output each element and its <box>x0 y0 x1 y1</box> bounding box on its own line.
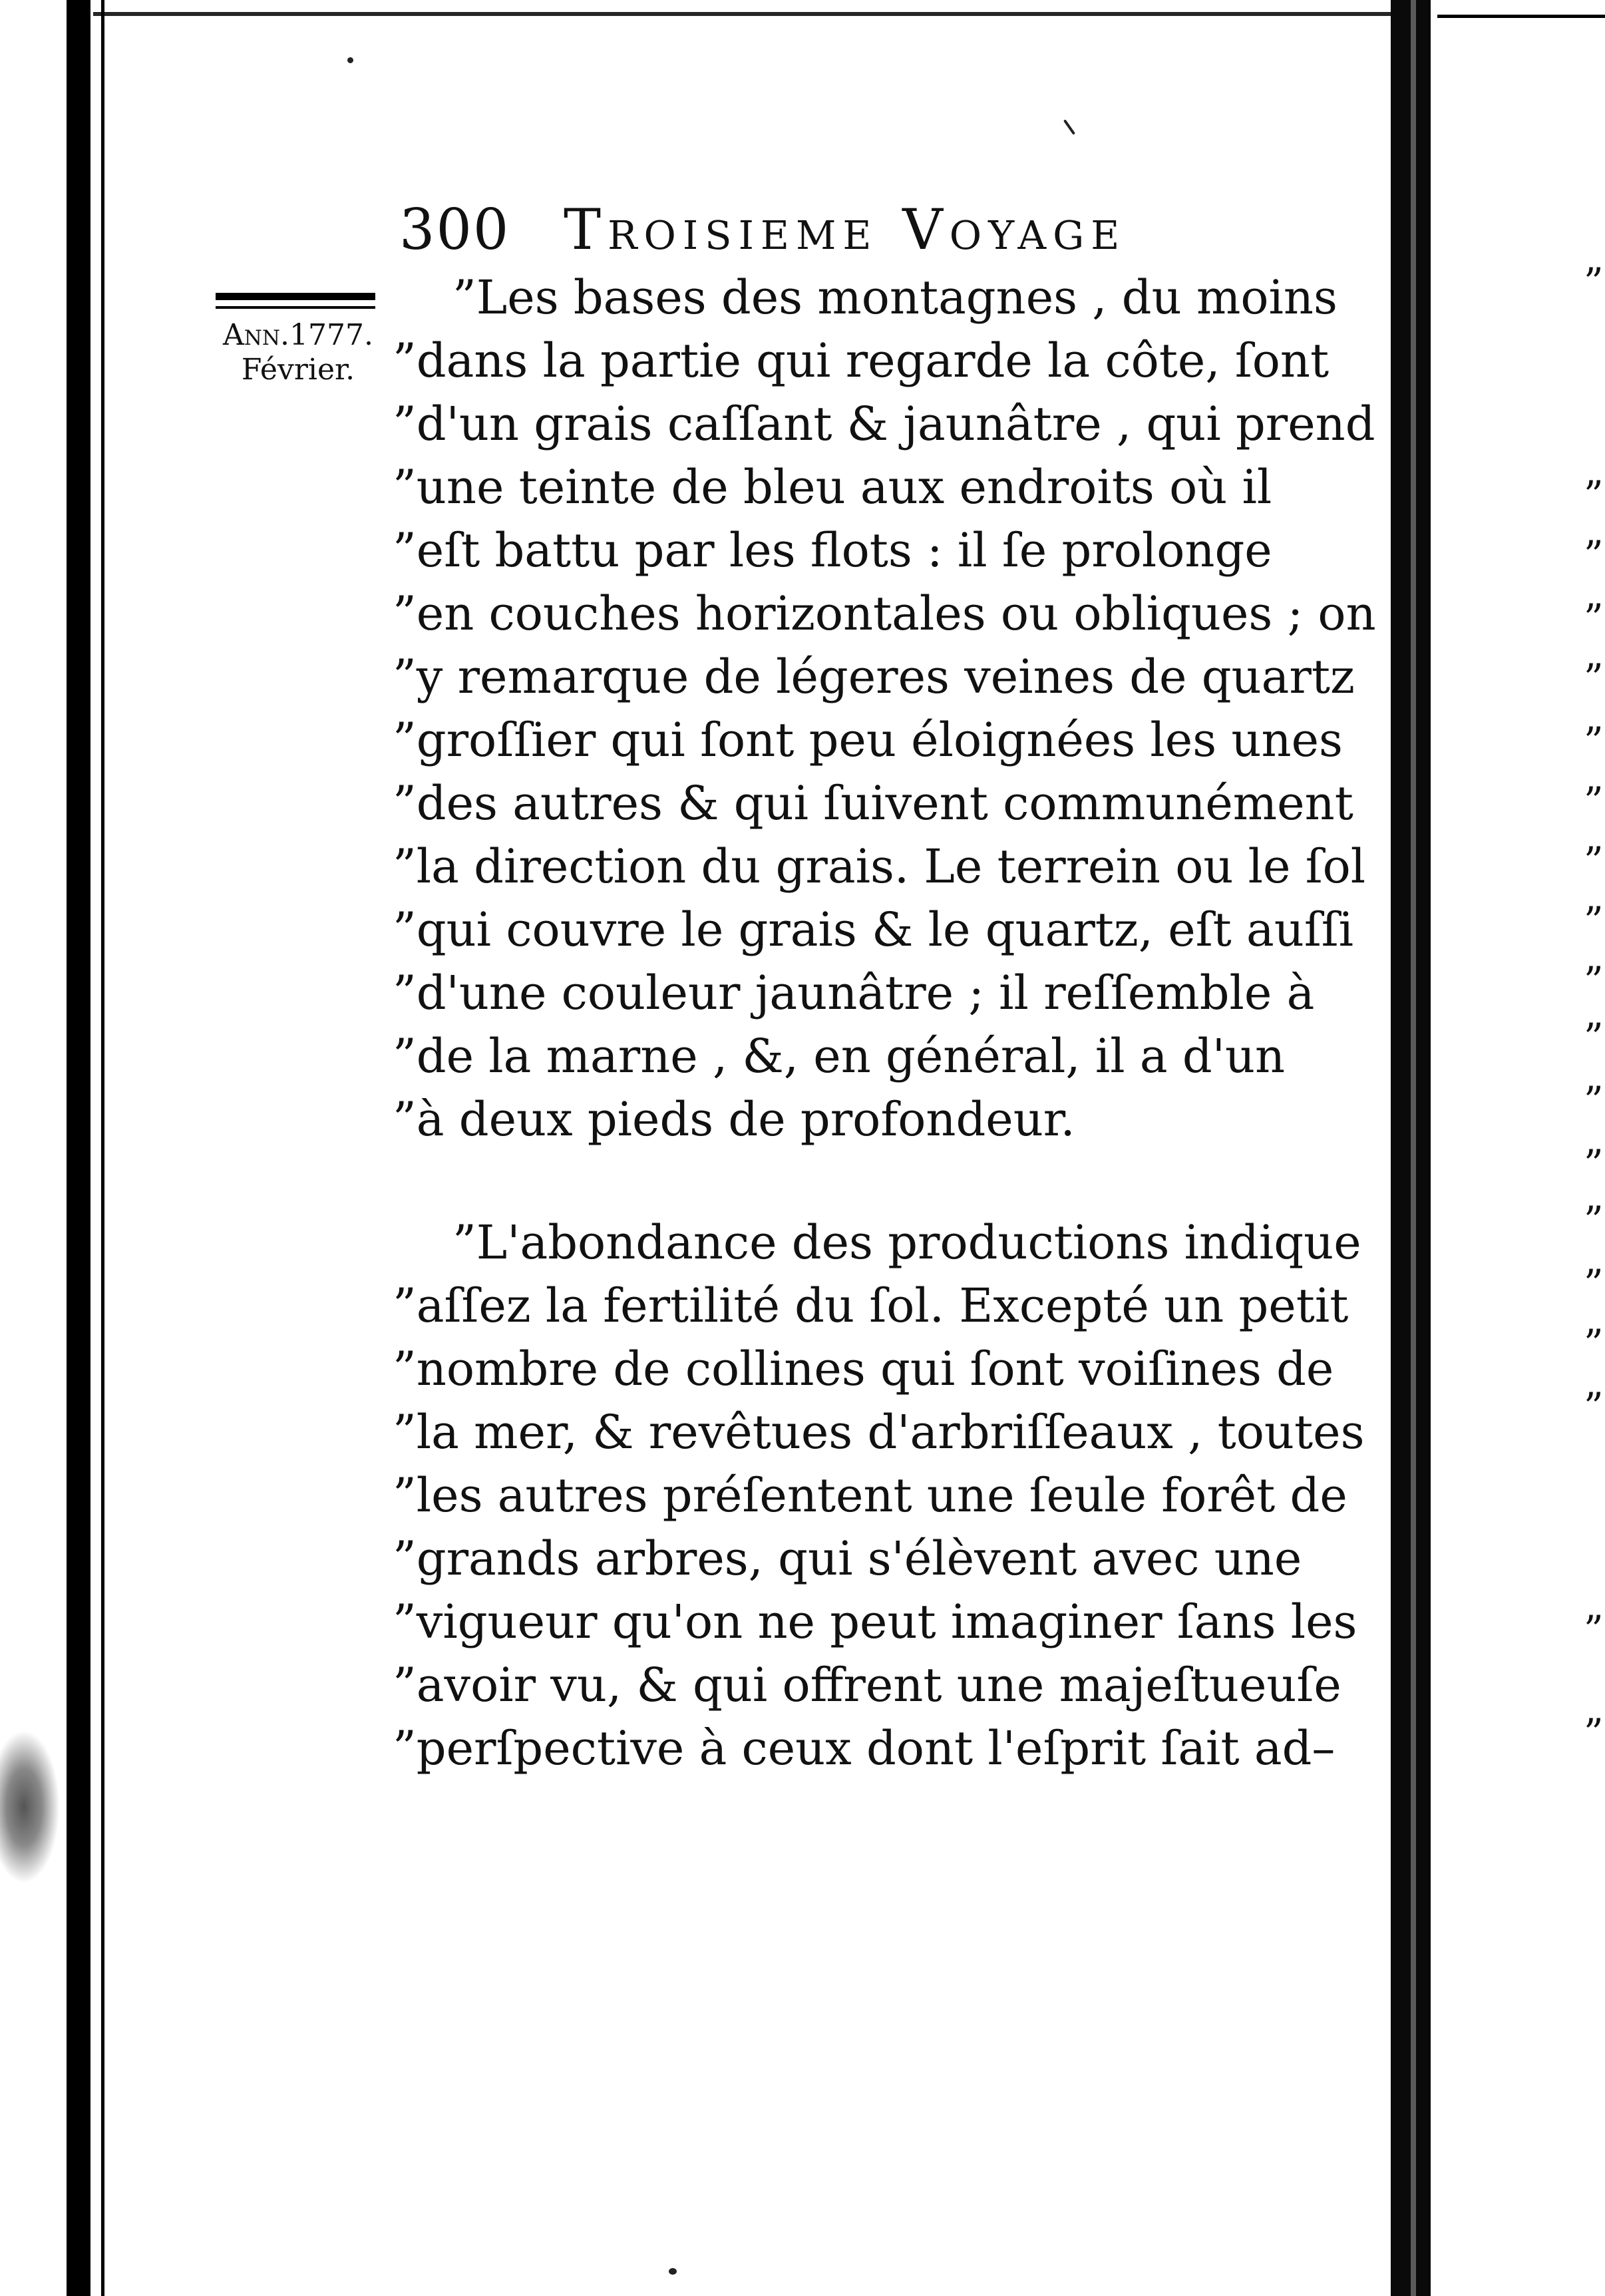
facing-page-edge <box>1431 0 1605 2296</box>
facing-page-quote-mark: ” <box>1584 958 1604 1004</box>
margin-rule <box>216 293 375 300</box>
text-line: ”en couches horizontales ou obliques ; on <box>393 586 1376 641</box>
margin-note-year: Ann.1777. <box>223 318 373 352</box>
text-line: ”dans la partie qui regarde la côte, ſont <box>393 333 1330 388</box>
page-number: 300 <box>399 197 510 262</box>
text-line: ”groſſier qui ſont peu éloignées les unes <box>393 713 1343 767</box>
text-line: ”eſt battu par les flots : il ſe prolonge <box>393 523 1272 578</box>
margin-rule-thin <box>216 306 375 309</box>
facing-page-quote-mark: ” <box>1584 1141 1604 1187</box>
running-head <box>399 197 1397 262</box>
text-line: ”d'un grais caſſant & jaunâtre , qui prend <box>393 397 1375 451</box>
text-line: ”qui couvre le grais & le quartz, eſt auſſi <box>393 902 1354 957</box>
text-line: ”la direction du grais. Le terrein ou le ſol <box>393 839 1366 894</box>
text-line: ”Les bases des montagnes , du moins <box>452 270 1338 325</box>
paragraph-1 <box>393 266 1376 1151</box>
running-title: Troisieme Voyage <box>564 197 1127 262</box>
text-line: ”perſpective à ceux dont l'eſprit ſait ad– <box>393 1721 1336 1776</box>
text-line: ”aſſez la fertilité du ſol. Excepté un petit <box>393 1278 1349 1333</box>
gutter-fold <box>1411 0 1416 2296</box>
facing-page-quote-mark: ” <box>1584 779 1604 824</box>
text-line: ”nombre de collines qui ſont voiſines de <box>393 1342 1334 1396</box>
facing-page-quote-mark: ” <box>1584 596 1604 641</box>
text-line: ”la mer, & revêtues d'arbriſſeaux , toutes <box>393 1405 1365 1459</box>
paragraph-2 <box>393 1211 1365 1780</box>
facing-page-quote-mark: ” <box>1584 839 1604 884</box>
text-line: ”les autres préſentent une ſeule forêt de <box>393 1468 1347 1523</box>
scan-edge-line <box>101 0 104 2296</box>
facing-page-quote-mark: ” <box>1584 532 1604 578</box>
text-line: ”des autres & qui ſuivent communément <box>393 776 1353 831</box>
text-line: ”y remarque de légeres veines de quartz <box>393 650 1355 704</box>
scan-blemish <box>0 1730 60 1883</box>
facing-page-quote-mark: ” <box>1584 1078 1604 1123</box>
facing-page-quote-mark: ” <box>1584 473 1604 518</box>
text-line: ”une teinte de bleu aux endroits où il <box>393 460 1272 514</box>
facing-page-top-edge <box>1437 15 1605 18</box>
text-line: ”de la marne , &, en général, il a d'un <box>393 1029 1286 1083</box>
facing-page-quote-mark: ” <box>1584 719 1604 764</box>
dust-speck <box>1063 119 1075 135</box>
margin-note <box>212 318 385 387</box>
page-top-edge <box>93 12 1391 16</box>
facing-page-quote-mark: ” <box>1584 1198 1604 1243</box>
facing-page-quote-mark: ” <box>1584 1015 1604 1060</box>
text-line: ”grands arbres, qui s'élèvent avec une <box>393 1531 1302 1586</box>
facing-page-quote-mark: ” <box>1584 1384 1604 1430</box>
scan-edge-left <box>67 0 90 2296</box>
facing-page-quote-mark: ” <box>1584 656 1604 701</box>
facing-page-quote-mark: ” <box>1584 260 1604 305</box>
facing-page-quote-mark: ” <box>1584 1607 1604 1652</box>
facing-page-quote-mark: ” <box>1584 1261 1604 1306</box>
text-line: ”à deux pieds de profondeur. <box>393 1092 1075 1147</box>
facing-page-quote-mark: ” <box>1584 1321 1604 1366</box>
facing-page-quote-mark: ” <box>1584 898 1604 944</box>
text-line: ”d'une couleur jaunâtre ; il reſſemble à <box>393 966 1315 1020</box>
facing-page-quote-mark: ” <box>1584 1710 1604 1756</box>
dust-speck <box>347 57 353 63</box>
dust-speck <box>669 2268 677 2275</box>
margin-note-month: Février. <box>241 353 355 387</box>
text-line: ”avoir vu, & qui offrent une majeſtueuſe <box>393 1658 1341 1712</box>
text-line: ”L'abondance des productions indique <box>452 1215 1361 1270</box>
text-line: ”vigueur qu'on ne peut imaginer ſans les <box>393 1595 1357 1649</box>
